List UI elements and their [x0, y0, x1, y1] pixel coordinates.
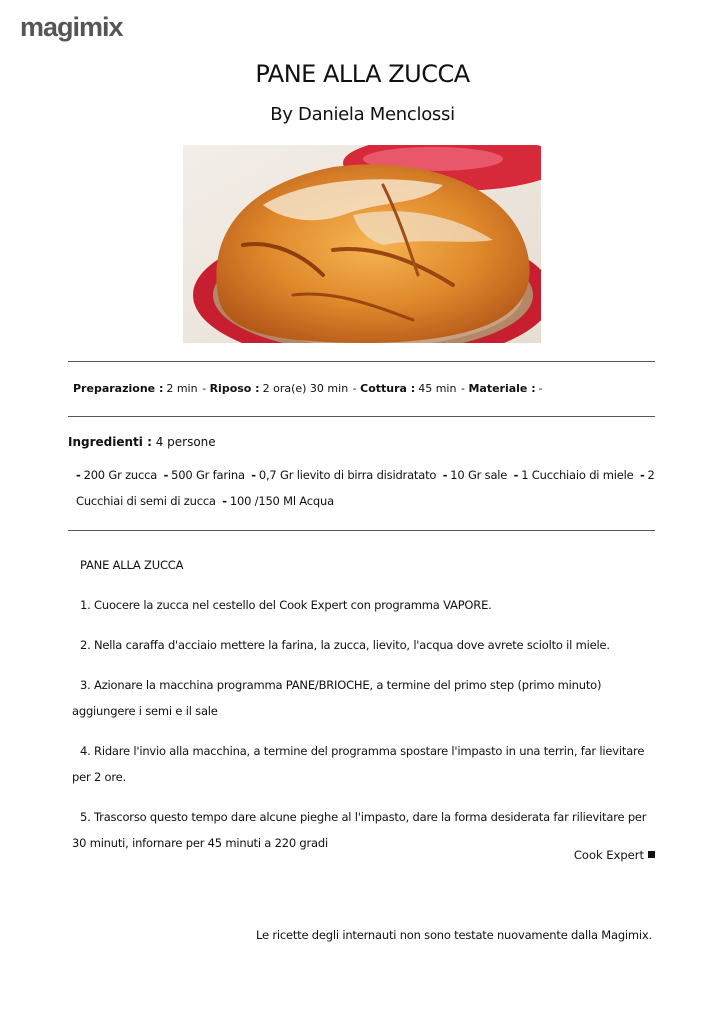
ingredient-list — [76, 462, 661, 514]
ingredients-header — [68, 435, 216, 449]
ingredient-item: 0,7 Gr lievito di birra disidratato — [258, 468, 437, 482]
ingredient-item: 1 Cucchiaio di miele — [521, 468, 634, 482]
meta-separator: - — [460, 382, 465, 395]
steps-heading: PANE ALLA ZUCCA — [80, 558, 184, 572]
step-item: 5. Trascorso questo tempo dare alcune pieghe al l'impasto, dare la forma desiderata far rilievitare per 30 minuti, infornare per 45 minuti a 220 gradi — [72, 810, 647, 850]
ingredient-separator: - — [251, 468, 256, 482]
step-item: 1. Cuocere la zucca nel cestello del Cook Expert con programma VAPORE. — [80, 598, 492, 612]
material-label: Materiale : — [468, 382, 536, 395]
magimix-logo: magimix — [20, 12, 123, 42]
appliance-tag — [574, 848, 655, 862]
servings: 4 persone — [155, 435, 216, 449]
recipe-author: By Daniela Menclossi — [270, 104, 455, 125]
cook-label: Cottura : — [360, 382, 416, 395]
divider-meta — [68, 416, 655, 417]
ingredient-item: 500 Gr farina — [171, 468, 245, 482]
ingredients-label: Ingredienti : — [68, 435, 152, 449]
material-value: - — [538, 382, 543, 395]
ingredient-separator: - — [163, 468, 169, 482]
disclaimer: Le ricette degli internauti non sono testate nuovamente dalla Magimix. — [256, 928, 652, 942]
rest-value: 2 ora(e) 30 min — [262, 382, 349, 395]
prep-label: Preparazione : — [73, 382, 164, 395]
recipe-steps — [72, 552, 658, 870]
step-item: 3. Azionare la macchina programma PANE/BRIOCHE, a termine del primo step (primo minuto) aggiungere i semi e il sale — [72, 678, 602, 718]
ingredient-separator: - — [222, 494, 227, 508]
divider-ingredients — [68, 530, 655, 531]
appliance-name: Cook Expert — [573, 848, 644, 862]
step-item: 4. Ridare l'invio alla macchina, a termine del programma spostare l'impasto in una terrin, far lievitare per 2 ore. — [72, 744, 645, 784]
ingredient-item: 200 Gr zucca — [83, 468, 158, 482]
ingredient-item: 100 /150 Ml Acqua — [229, 494, 334, 508]
ingredient-item: 10 Gr sale — [450, 468, 508, 482]
ingredient-separator: - — [442, 468, 448, 482]
square-icon — [648, 851, 655, 858]
divider-top — [68, 361, 655, 362]
cook-value: 45 min — [418, 382, 457, 395]
bread-photo — [183, 145, 541, 343]
prep-value: 2 min — [166, 382, 198, 395]
ingredient-item: 2 Cucchiai di semi di zucca — [76, 468, 655, 508]
step-item: 2. Nella caraffa d'acciaio mettere la farina, la zucca, lievito, l'acqua dove avrete sciolto il miele. — [80, 638, 610, 652]
ingredient-separator: - — [513, 468, 519, 482]
ingredient-separator: - — [76, 468, 81, 482]
meta-separator: - — [202, 382, 207, 395]
recipe-meta — [73, 382, 544, 395]
meta-separator: - — [352, 382, 357, 395]
ingredient-separator: - — [639, 468, 645, 482]
rest-label: Riposo : — [209, 382, 260, 395]
recipe-title: PANE ALLA ZUCCA — [255, 60, 470, 88]
